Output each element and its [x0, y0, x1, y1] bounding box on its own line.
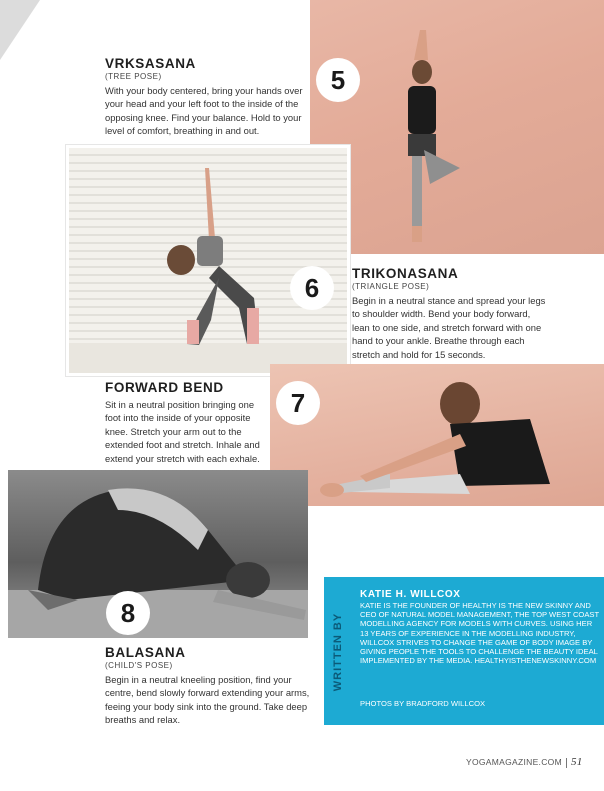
author-name: KATIE H. WILLCOX — [360, 589, 461, 600]
pose-description: With your body centered, bring your hands over your head and your left foot to the inside of the opposing knee. Find your balance. Hold to your level of comfort, breathing in and out. — [105, 85, 303, 137]
pose-description: Begin in a neutral kneeling position, find your centre, bend slowly forward extending your arms, feeing your body sink into the ground. Take deep breaths and relax. — [105, 674, 310, 726]
pose-block-trikonasana — [352, 266, 548, 361]
triangle-pose-figure — [69, 148, 347, 373]
pose-block-vrksasana — [105, 56, 305, 138]
pose-subtitle: (TREE POSE) — [105, 72, 162, 81]
pose-description: Begin in a neutral stance and spread your legs to shoulder width. Bend your body forward, lean to one side, and stretch forward with one hand to your ankle. Breathe through each stretch and hold for 15 seconds. — [352, 295, 546, 360]
pose-subtitle: (CHILD'S POSE) — [105, 661, 173, 670]
pose-title: TRIKONASANA — [352, 266, 459, 281]
pose-number-badge: 6 — [290, 266, 334, 310]
tree-pose-figure — [310, 0, 604, 254]
forward-bend-photo — [270, 364, 604, 506]
pose-subtitle: (TRIANGLE POSE) — [352, 282, 430, 291]
pose-block-balasana — [105, 645, 310, 727]
page-number: 51 — [570, 756, 583, 768]
pose-title: BALASANA — [105, 645, 186, 660]
childs-pose-photo — [8, 470, 308, 638]
childs-pose-figure — [8, 470, 308, 638]
author-bio-box — [320, 577, 604, 725]
triangle-pose-photo — [66, 145, 350, 376]
written-by-text: WRITTEN BY — [332, 612, 345, 692]
footer-site: YOGAMAGAZINE.COM — [466, 757, 562, 767]
pose-title: FORWARD BEND — [105, 380, 224, 395]
footer-divider — [566, 758, 567, 768]
page-footer — [466, 756, 583, 768]
forward-bend-figure — [270, 364, 604, 506]
author-bio: KATIE IS THE FOUNDER OF HEALTHY IS THE NEW SKINNY AND CEO OF NATURAL MODEL MANAGEMENT, THE TOP WEST COAST MODELLING AGENCY FOR MODELS WITH CURVES. USING HER 13 YEARS OF EXPERIENCE IN THE MODELLING INDUSTRY, WILLCOX STRIVES TO CHANGE THE GAME OF BODY IMAGE BY GIVING PEOPLE THE TOOLS TO CHALLENGE THE BEAUTY IDEAL IMPLEMENTED BY THE MEDIA. HEALTHYISTHENEWSKINNY.COM — [360, 601, 599, 666]
pose-title: VRKSASANA — [105, 56, 196, 71]
pose-number-badge: 5 — [316, 58, 360, 102]
written-by-label — [328, 597, 348, 707]
pose-number-badge: 8 — [106, 591, 150, 635]
page-corner-decoration — [0, 0, 40, 60]
tree-pose-photo — [310, 0, 604, 254]
pose-number-badge: 7 — [276, 381, 320, 425]
pose-description: Sit in a neutral position bringing one foot into the inside of your opposite knee. Stretch your arm out to the extended foot and stretch. Inhale and extend your stretch with each exhale. — [105, 399, 260, 464]
pose-block-forward-bend — [105, 380, 265, 465]
photo-credit: PHOTOS BY BRADFORD WILLCOX — [360, 699, 486, 708]
